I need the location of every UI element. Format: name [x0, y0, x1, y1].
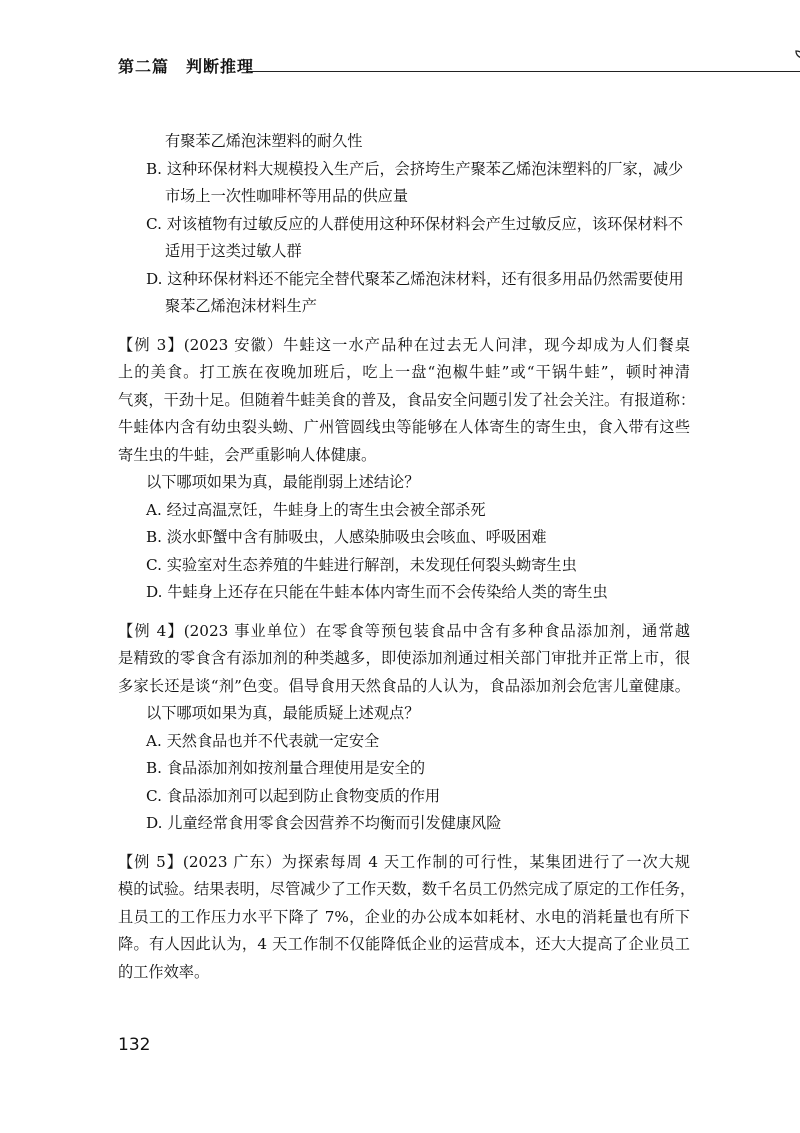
option-a-tail: 有聚苯乙烯泡沫塑料的耐久性: [165, 132, 363, 150]
example-5-line-2: 模的试验。结果表明，尽管减少了工作天数，数千名员工仍然完成了原定的工作任务，: [118, 880, 696, 898]
option-b-line-2: 市场上一次性咖啡杯等用品的供应量: [165, 187, 408, 205]
example-3-line-4: 牛蛙体内含有幼虫裂头蚴、广州管圆线虫等能够在人体寄生的寄生虫，食入带有这些: [118, 418, 690, 436]
example-3-line-3: 气爽，干劲十足。但随着牛蛙美食的普及，食品安全问题引发了社会关注。有报道称：: [118, 390, 696, 409]
section-title: 第二篇 判断推理: [118, 57, 255, 76]
option-d-line-2: 聚苯乙烯泡沫材料生产: [165, 297, 317, 315]
option-c-line-2: 适用于这类过敏人群: [165, 242, 302, 260]
example-5-line-1: 【例 5】(2023 广东）为探索每周 4 天工作制的可行性，某集团进行了一次大规: [118, 852, 690, 871]
example-4-question: 以下哪项如果为真，最能质疑上述观点？: [146, 704, 420, 722]
example-4-line-2: 是精致的零食含有添加剂的种类越多，即使添加剂通过相关部门审批并正常上市，很: [118, 649, 690, 667]
example-5-line-3: 且员工的工作压力水平下降了 7%，企业的办公成本如耗材、水电的消耗量也有所下: [118, 907, 690, 926]
example-4-option-b: B. 食品添加剂如按剂量合理使用是安全的: [146, 759, 426, 777]
example-3-option-a: A. 经过高温烹饪，牛蛙身上的寄生虫会被全部杀死: [146, 500, 486, 519]
option-b-line-1: B. 这种环保材料大规模投入生产后，会挤垮生产聚苯乙烯泡沫塑料的厂家，减少: [146, 159, 684, 178]
example-4-option-a: A. 天然食品也并不代表就一定安全: [146, 731, 380, 750]
page-number: 132: [118, 1035, 151, 1055]
example-5-line-4: 降。有人因此认为，4 天工作制不仅能降低企业的运营成本，还大大提高了企业员工: [118, 935, 690, 953]
example-3-option-d: D. 牛蛙身上还存在只能在牛蛙本体内寄生而不会传染给人类的寄生虫: [146, 583, 608, 601]
header-rule: [246, 71, 800, 72]
example-4-option-d: D. 儿童经常食用零食会因营养不均衡而引发健康风险: [146, 814, 502, 832]
sprout-icon: [794, 48, 800, 74]
example-3-option-c: C. 实验室对生态养殖的牛蛙进行解剖，未发现任何裂头蚴寄生虫: [146, 555, 577, 574]
example-3-question: 以下哪项如果为真，最能削弱上述结论？: [146, 473, 420, 491]
example-3-line-5: 寄生虫的牛蛙，会严重影响人体健康。: [118, 445, 377, 464]
example-3-option-b: B. 淡水虾蟹中含有肺吸虫，人感染肺吸虫会咳血、呼吸困难: [146, 528, 547, 546]
page-body: [118, 128, 696, 986]
example-3-line-1: 【例 3】(2023 安徽）牛蛙这一水产品种在过去无人问津，现今却成为人们餐桌: [118, 335, 690, 354]
example-3-line-2: 上的美食。打工族在夜晚加班后，吃上一盘“泡椒牛蛙”或“干锅牛蛙”，顿时神清: [118, 363, 690, 381]
example-4-line-3: 多家长还是谈“剂”色变。倡导食用天然食品的人认为，食品添加剂会危害儿童健康。: [118, 676, 690, 695]
example-5-line-5: 的工作效率。: [118, 962, 210, 981]
option-d-line-1: D. 这种环保材料还不能完全替代聚苯乙烯泡沫材料，还有很多用品仍然需要使用: [146, 269, 684, 288]
page-header: [118, 54, 718, 78]
option-c-line-1: C. 对该植物有过敏反应的人群使用这种环保材料会产生过敏反应，该环保材料不: [146, 214, 684, 233]
example-4-option-c: C. 食品添加剂可以起到防止食物变质的作用: [146, 786, 441, 805]
example-4-line-1: 【例 4】(2023 事业单位）在零食等预包装食品中含有多种食品添加剂，通常越: [118, 621, 690, 640]
